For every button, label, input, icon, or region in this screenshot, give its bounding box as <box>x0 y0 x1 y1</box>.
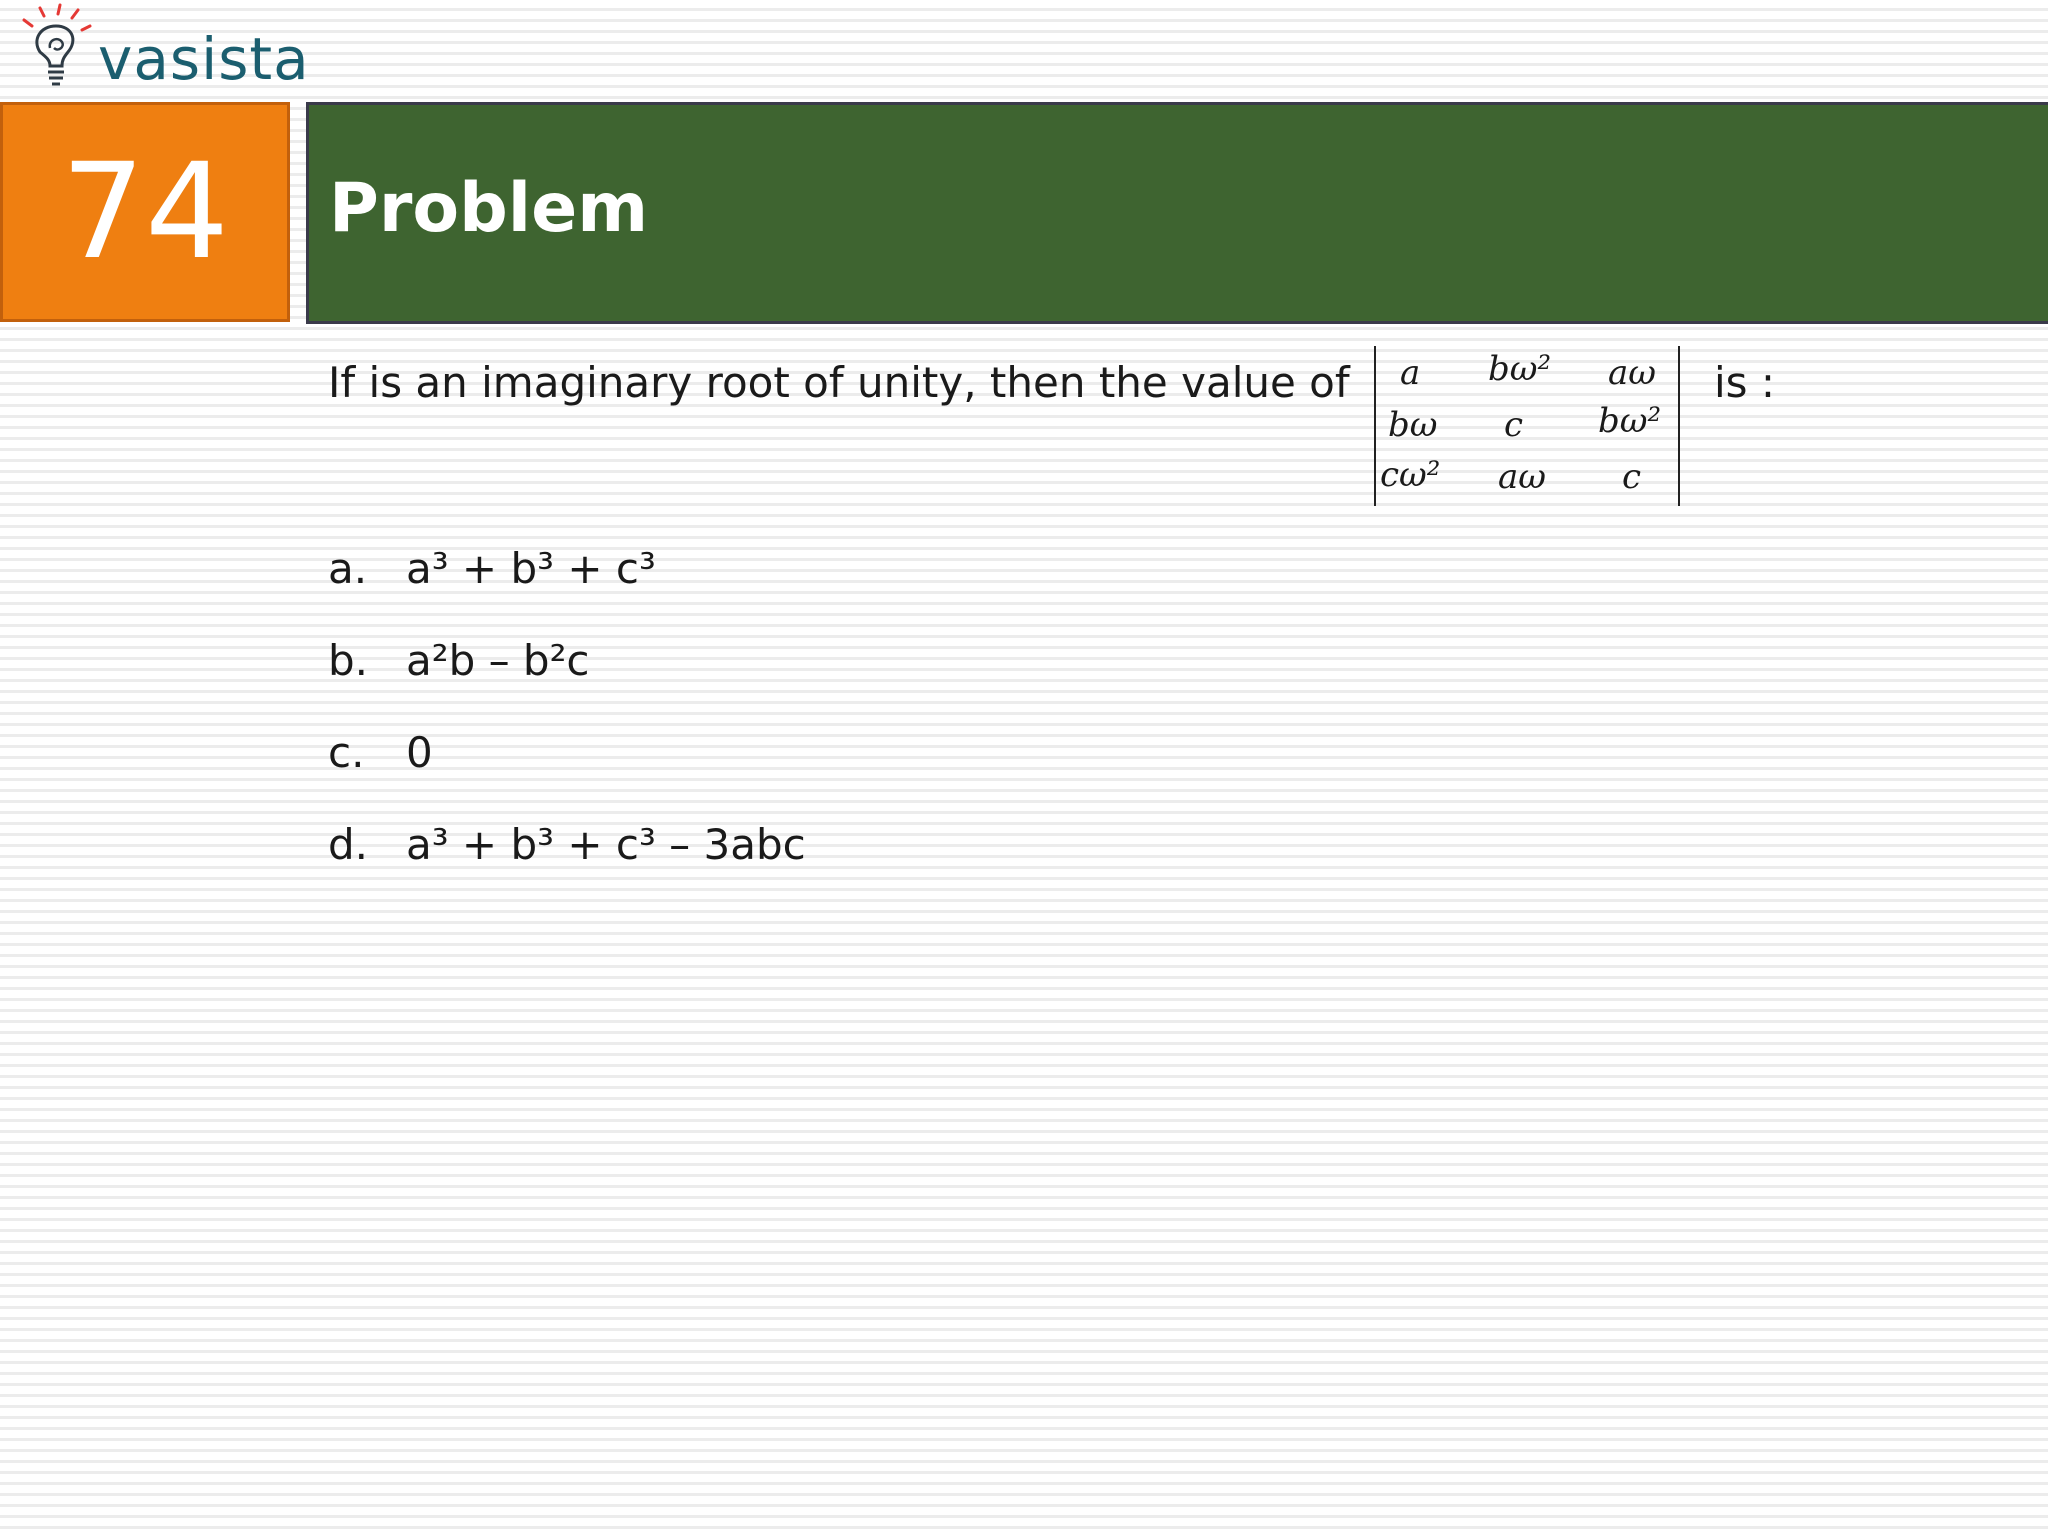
vasista-logo <box>18 2 310 98</box>
det-cell-r1c2: bω² <box>1488 349 1552 389</box>
option-expression: 0 <box>406 728 433 777</box>
slide-title: Problem <box>329 169 649 248</box>
option-expression: a³ + b³ + c³ <box>406 544 656 593</box>
option-letter: a. <box>328 544 368 593</box>
det-cell-r3c3: c <box>1622 457 1642 497</box>
option-letter: c. <box>328 728 365 777</box>
option-a <box>328 544 656 593</box>
det-cell-r1c1: a <box>1400 353 1421 393</box>
option-letter: b. <box>328 636 369 685</box>
det-cell-r2c1: bω <box>1388 405 1438 445</box>
det-cell-r3c2: aω <box>1498 457 1546 497</box>
det-cell-r2c3: bω² <box>1598 401 1662 441</box>
det-cell-r2c2: c <box>1504 405 1524 445</box>
det-cell-r1c3: aω <box>1608 353 1656 393</box>
det-cell-r3c1: cω² <box>1380 455 1441 495</box>
option-c <box>328 728 433 777</box>
question-text: If is an imaginary root of unity, then the value of <box>328 358 1350 407</box>
option-d <box>328 820 806 869</box>
logo-wordmark: vasista <box>98 25 310 93</box>
option-b <box>328 636 590 685</box>
determinant <box>1374 346 1680 506</box>
option-letter: d. <box>328 820 369 869</box>
slide-number-box <box>0 102 290 322</box>
question-suffix: is : <box>1714 358 1776 407</box>
title-bar <box>306 102 2048 324</box>
option-expression: a²b – b²c <box>406 636 590 685</box>
slide-number: 74 <box>61 135 229 289</box>
option-expression: a³ + b³ + c³ – 3abc <box>406 820 806 869</box>
lightbulb-icon <box>18 2 98 98</box>
